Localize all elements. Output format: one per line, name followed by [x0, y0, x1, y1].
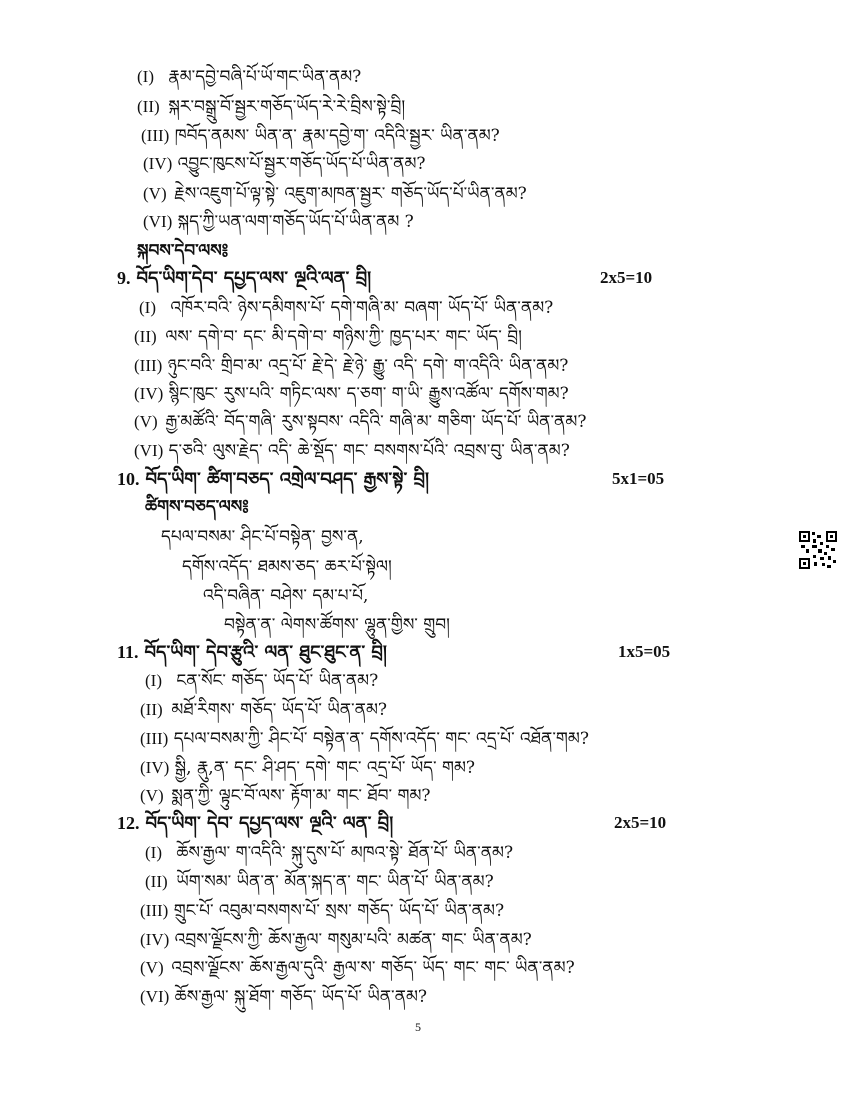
question-10-marks: 5x1=05 [612, 469, 665, 488]
question-11-item: (I) ངན་སོང་ གཅོད་ ཡོད་པོ་ ཡིན་ནམ? [145, 671, 379, 691]
question-11-item: (IV) སྒྱི, རྣུ,ན་ དང་ ཤི་ཤད་ དགེ་ གང་ འདྲ་པོ་ ཡོད་ གམ? [140, 758, 476, 778]
question-12-item: (V) འབྲས་ལྗོངས་ ཆོས་རྒྱལ་དུའི་ རྒྱལ་ས་ གཅོད་ ཡོད་ གང་ གང་ ཡིན་ནམ? [140, 958, 575, 978]
poem-line: དགོས་འདོད་ ཐམས་ཅད་ ཆར་པོ་སྟེལ། [182, 557, 392, 577]
question-12-item: (VI) ཆོས་རྒྱལ་ སྐུ་ཐོག་ གཅོད་ ཡོད་པོ་ ཡིན་ནམ? [140, 987, 427, 1007]
intro-item: (IV) འབྱུང་ཁུངས་པོ་སྦྱར་གཅོད་ཡོད་པོ་ཡིན་ནམ? [143, 154, 426, 174]
question-9-item: (V) རྒྱ་མཚོའི་ བོད་གཞི་ རུས་སྟབས་ འདིའི་ གཞི་མ་ གཅིག་ ཡོད་པོ་ ཡིན་ནམ? [134, 412, 587, 432]
question-12-item: (III) གྲུང་པོ་ འབུམ་བསགས་པོ་ སྲས་ གཅོད་ ཡོད་པོ་ ཡིན་ནམ? [140, 901, 505, 921]
question-9-item: (VI) ད་ཅའི་ ལུས་རྗེད་ འདི་ ཆེ་སྡོད་ གང་ བསགས་པོའི་ འབྲས་བུ་ ཡིན་ནམ? [134, 441, 570, 461]
question-10-heading: 10. བོད་ཡིག་ ཚིག་བཅད་ འགྲེལ་བཤད་ རྒྱས་སྟེ་ བྲི། [117, 469, 430, 490]
question-9-item: (I) འཁོར་བའི་ ཉེས་དམིགས་པོ་ དགེ་གཞི་མ་ བཞག་ ཡོད་པོ་ ཡིན་ནམ? [139, 298, 554, 318]
question-11-item: (II) མཐོ་རིགས་ གཅོད་ ཡོད་པོ་ ཡིན་ནམ? [140, 700, 388, 720]
section-subheading: སྐབས་དེབ་ལས༔ [137, 241, 229, 261]
intro-item: (VI) སྐད་ཀྱི་ཡན་ལག་གཅོད་ཡོད་པོ་ཡིན་ནམ ? [143, 212, 414, 232]
question-12-marks: 2x5=10 [614, 813, 667, 832]
question-9-item: (II) ལས་ དགེ་བ་ དང་ མི་དགེ་བ་ གཉིས་ཀྱི་ ཁྱད་པར་ གང་ ཡོད་ བྲི། [134, 327, 522, 347]
intro-item: (II) སྐར་བསྒྲུ་བོ་སྦྱར་གཅོད་ཡོད་རེ་རེ་བྲིས་སྟེ་བྲི། [137, 97, 406, 117]
poem-line: འདི་བཞིན་ བཤེས་ དམ་པ་པོ, [203, 586, 369, 606]
qr-code [798, 530, 838, 570]
question-10-subheading: ཚིགས་བཅད་ལས༔ [145, 497, 249, 517]
question-9-heading: 9. བོད་ཡིག་དེབ་ དཔྱད་ལས་ ལྔའི་ལན་ བྲི། [117, 268, 372, 289]
question-9-marks: 2x5=10 [600, 268, 653, 287]
question-11-marks: 1x5=05 [618, 642, 671, 661]
question-11-item: (V) སྨན་ཀྱི་ ལྟུང་བོ་ལས་ རྟོག་མ་ གང་ ཐོབ་ གམ? [140, 786, 431, 806]
poem-line: བསྟེན་ན་ ལེགས་ཚོགས་ ལྷུན་གྱིས་ གྲུབ། [224, 615, 450, 635]
question-12-item: (I) ཆོས་རྒྱལ་ ག་འདིའི་ སྐུ་དུས་པོ་ མཁའ་སྟེ་ ཐོན་པོ་ ཡིན་ནམ? [145, 843, 514, 863]
question-9-item: (IV) སྙིང་ཁུང་ རུས་པའི་ གཏིང་ལས་ ད་ཅག་ ག་ཡི་ རྒྱུས་འཚོལ་ དགོས་གམ? [134, 384, 569, 404]
question-9-item: (III) ཉུང་བའི་ གྲིབ་མ་ འདྲ་པོ་ རྗེ་དེ་ རྗེ་ཉེ་ རྒྱུ་ འདི་ དགེ་ ག་འདིའི་ ཡིན་ནམ? [134, 356, 569, 376]
question-12-item: (IV) འབྲས་ལྗོངས་ཀྱི་ ཆོས་རྒྱལ་ གསུམ་པའི་ མཚན་ གང་ ཡིན་ནམ? [140, 930, 532, 950]
question-12-item: (II) ཡོག་སམ་ ཡིན་ན་ མོན་སྐད་ན་ གང་ ཡིན་པོ་ ཡིན་ནམ? [145, 872, 494, 892]
intro-item: (I) རྣམ་དབྱེ་བཞི་པོ་ཡོ་གང་ཡིན་ནམ? [137, 67, 362, 87]
page-number: 5 [415, 1020, 421, 1034]
question-11-item: (III) དཔལ་བསམ་ཀྱི་ ཤིང་པོ་ བསྟེན་ན་ དགོས་འདོད་ གང་ འདྲ་པོ་ འཐོན་གམ? [140, 729, 589, 749]
question-12-heading: 12. བོད་ཡིག་ དེབ་ དཔྱད་ལས་ ལྔའི་ ལན་ བྲི། [117, 813, 394, 834]
question-11-heading: 11. བོད་ཡིག་ དེབ་རྩུའི་ ལན་ ཐུང་ཐུང་ན་ བྲི། [117, 642, 387, 663]
intro-item: (III) ཁབོད་ནམས་ ཡིན་ན་ རྣམ་དབྱེ་ག་ འདིའི་སྦྱར་ ཡིན་ནམ? [141, 126, 500, 146]
intro-item: (V) རྗེས་འཇུག་པོ་ལྟ་སྟེ་ འཇུག་མཁན་སྦྱར་ གཅོད་ཡོད་པོ་ཡིན་ནམ? [143, 184, 527, 204]
poem-line: དཔལ་བསམ་ ཤིང་པོ་བསྟེན་ བྱས་ན, [161, 527, 364, 547]
